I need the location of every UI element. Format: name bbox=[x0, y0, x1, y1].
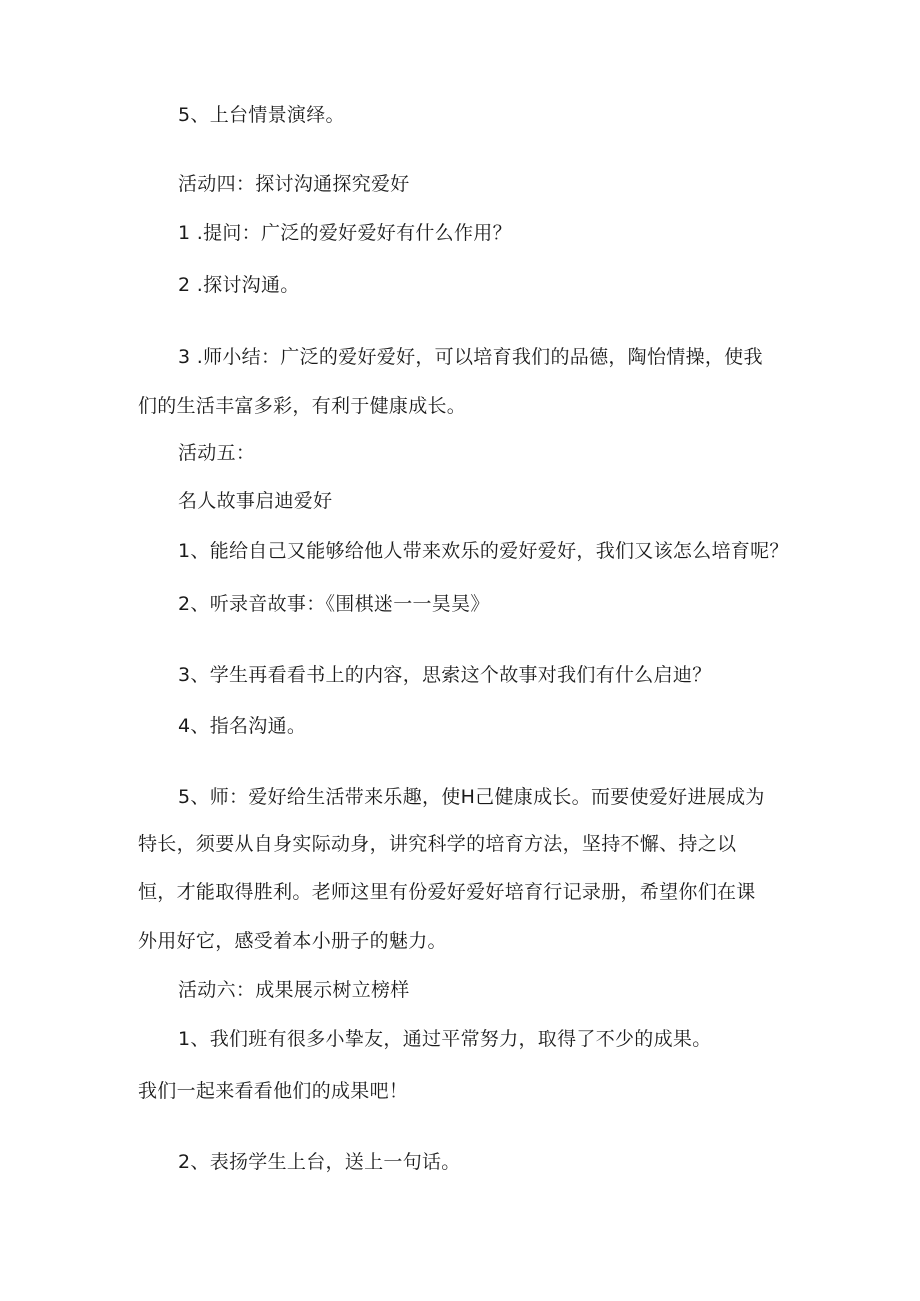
text-line: 1、我们班有很多小挚友，通过平常努力，取得了不少的成果。 bbox=[178, 1028, 712, 1050]
text-line: 2 .探讨沟通。 bbox=[178, 274, 300, 296]
text-line: 恒，才能取得胜利。老师这里有份爱好爱好培育行记录册，希望你们在课 bbox=[138, 881, 756, 903]
text-line: 特长，须要从自身实际动身，讲究科学的培育方法，坚持不懈、持之以 bbox=[138, 833, 737, 855]
text-line: 们的生活丰富多彩，有利于健康成长。 bbox=[138, 395, 467, 417]
text-line: 2、表扬学生上台，送上一句话。 bbox=[178, 1151, 461, 1173]
section-heading: 活动五： bbox=[178, 442, 256, 464]
text-line: 1、能给自己又能够给他人带来欢乐的爱好爱好，我们又该怎么培育呢？ bbox=[178, 540, 789, 562]
section-heading: 名人故事启迪爱好 bbox=[178, 490, 333, 512]
text-line: 5、上台情景演绎。 bbox=[178, 104, 345, 126]
text-line: 我们一起来看看他们的成果吧！ bbox=[138, 1080, 409, 1102]
text-line: 1 .提问：广泛的爱好爱好有什么作用？ bbox=[178, 222, 512, 244]
text-line: 4、指名沟通。 bbox=[178, 715, 307, 737]
text-line: 5、师：爱好给生活带来乐趣，使H己健康成长。而要使爱好进展成为 bbox=[178, 786, 765, 808]
section-heading: 活动四：探讨沟通探究爱好 bbox=[178, 173, 410, 195]
text-line: 外用好它，感受着本小册子的魅力。 bbox=[138, 930, 447, 952]
text-line: 3、学生再看看书上的内容，思索这个故事对我们有什么启迪？ bbox=[178, 664, 712, 686]
text-line: 2、听录音故事：《围棋迷一一昊昊》 bbox=[178, 593, 490, 615]
section-heading: 活动六：成果展示树立榜样 bbox=[178, 979, 410, 1001]
text-line: 3 .师小结：广泛的爱好爱好，可以培育我们的品德，陶怡情操，使我 bbox=[178, 346, 763, 368]
